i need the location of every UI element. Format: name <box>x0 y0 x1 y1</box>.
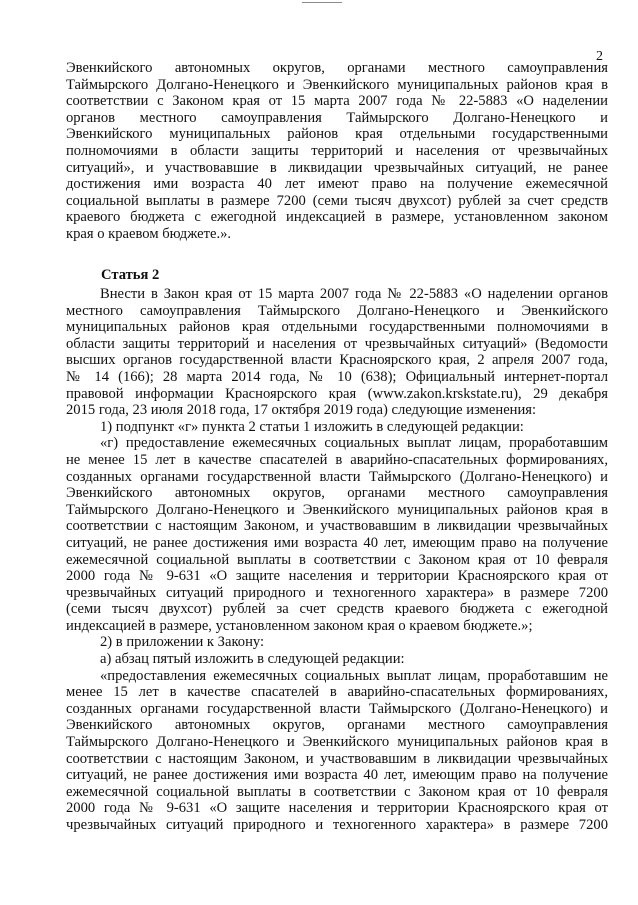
intro-line: 2015 года, 23 июля 2018 года, 17 октября 2019 года) следующие изменения: <box>66 402 537 419</box>
intro-line: правовой информации Красноярского края (www.zakon.krskstate.ru), 29 декабря <box>66 385 608 402</box>
prev-line: Эвенкийского муниципальных районов края отдельными государственными <box>66 126 608 143</box>
item-2a-line: менее 15 лет в качестве спасателей в аварийно-спасательных формированиях, <box>66 684 608 701</box>
prev-line: полномочиями в области защиты территорий и населения от чрезвычайных <box>66 142 608 159</box>
prev-line: Эвенкийского автономных округов, органами местного самоуправления <box>66 60 608 76</box>
item-1-line: ситуаций, не ранее достижения ими возраста 40 лет, имеющим право на получение <box>66 534 608 551</box>
item-2a-line: 2000 года № 9-631 «О защите населения и территории Красноярского края от <box>66 800 608 817</box>
intro-line: области защиты территорий и населения от чрезвычайных ситуаций» (Ведомости <box>66 335 608 352</box>
item-1-line: (семи тысяч двухсот) рублей за счет средств краевого бюджета с ежегодной <box>66 601 608 618</box>
intro-line: муниципальных районов края отдельными государственными полномочиями в <box>66 319 608 336</box>
item-1-line: не менее 15 лет в качестве спасателей в аварийно-спасательных формированиях, <box>66 451 608 468</box>
intro-line: местного самоуправления Таймырского Долгано-Ненецкого и Эвенкийского <box>66 302 608 319</box>
item-1-line: Таймырского Долгано-Ненецкого и Эвенкийского муниципальных районов края в <box>66 501 608 518</box>
intro-line: Внести в Закон края от 15 марта 2007 года № 22-5883 «О наделении органов <box>100 286 608 302</box>
item-2a-line: Таймырского Долгано-Ненецкого и Эвенкийского муниципальных районов края в <box>66 734 608 751</box>
item-1-line: Эвенкийского автономных округов, органами местного самоуправления <box>66 485 608 502</box>
item-2a-line: ежемесячной социальной выплаты в соответствии с Законом края от 10 февраля <box>66 783 608 800</box>
article-body <box>66 286 608 834</box>
prev-paragraph <box>66 60 608 243</box>
prev-line: ситуаций», и участвовавшие в ликвидации чрезвычайных ситуаций, не ранее <box>66 159 608 176</box>
item-1-line: созданных органами государственной власти Таймырского (Долгано-Ненецкого) и <box>66 468 608 485</box>
item-2a-heading: а) абзац пятый изложить в следующей редакции: <box>100 651 405 668</box>
item-1-line: 2000 года № 9-631 «О защите населения и территории Красноярского края от <box>66 568 608 585</box>
prev-line: достижения ими возраста 40 лет имеют право на получение ежемесячной <box>66 176 608 193</box>
intro-line: № 14 (166); 28 марта 2014 года, № 10 (638); Официальный интернет-портал <box>66 368 608 385</box>
item-2a-line: Эвенкийского автономных округов, органами местного самоуправления <box>66 717 608 734</box>
item-1-line: соответствии с настоящим Законом, и участвовавшим в ликвидации чрезвычайных <box>66 518 608 535</box>
item-2-heading: 2) в приложении к Закону: <box>100 634 265 651</box>
item-1-line: «г) предоставление ежемесячных социальных выплат лицам, проработавшим <box>100 435 608 452</box>
prev-line: органов местного самоуправления Таймырского Долгано-Ненецкого и <box>66 109 608 126</box>
item-1-heading: 1) подпункт «г» пункта 2 статьи 1 изложить в следующей редакции: <box>100 418 524 435</box>
prev-line: Таймырского Долгано-Ненецкого и Эвенкийского муниципальных районов края в <box>66 76 608 93</box>
item-2a-line: ситуаций, не ранее достижения ими возраста 40 лет, имеющим право на получение <box>66 767 608 784</box>
item-2a-line: созданных органами государственной власти Таймырского (Долгано-Ненецкого) и <box>66 700 608 717</box>
item-2a-line: чрезвычайных ситуаций природного и техногенного характера» в размере 7200 <box>66 817 608 833</box>
item-1-line: индексацией в размере, установленном законом края о краевом бюджете.»; <box>66 617 533 634</box>
page-number: 2 <box>596 49 603 64</box>
item-1-line: чрезвычайных ситуаций природного и техногенного характера» в размере 7200 <box>66 584 608 601</box>
prev-line: социальной выплаты в размере 7200 (семи тысяч двухсот) рублей за счет средств <box>66 192 608 209</box>
item-2a-line: соответствии с настоящим Законом, и участвовавшим в ликвидации чрезвычайных <box>66 750 608 767</box>
item-2a-line: «предоставления ежемесячных социальных выплат лицам, проработавшим не <box>100 667 608 684</box>
prev-line: края о краевом бюджете.». <box>66 225 232 242</box>
top-scan-mark <box>302 2 342 3</box>
intro-line: высших органов государственной власти Красноярского края, 2 апреля 2007 года, <box>66 352 608 369</box>
prev-line: краевого бюджета с ежегодной индексацией в размере, установленном законом <box>66 209 608 226</box>
item-1-line: ежемесячной социальной выплаты в соответствии с Законом края от 10 февраля <box>66 551 608 568</box>
prev-line: соответствии с Законом края от 15 марта 2007 года № 22-5883 «О наделении <box>66 93 608 110</box>
article-heading: Статья 2 <box>101 267 160 283</box>
